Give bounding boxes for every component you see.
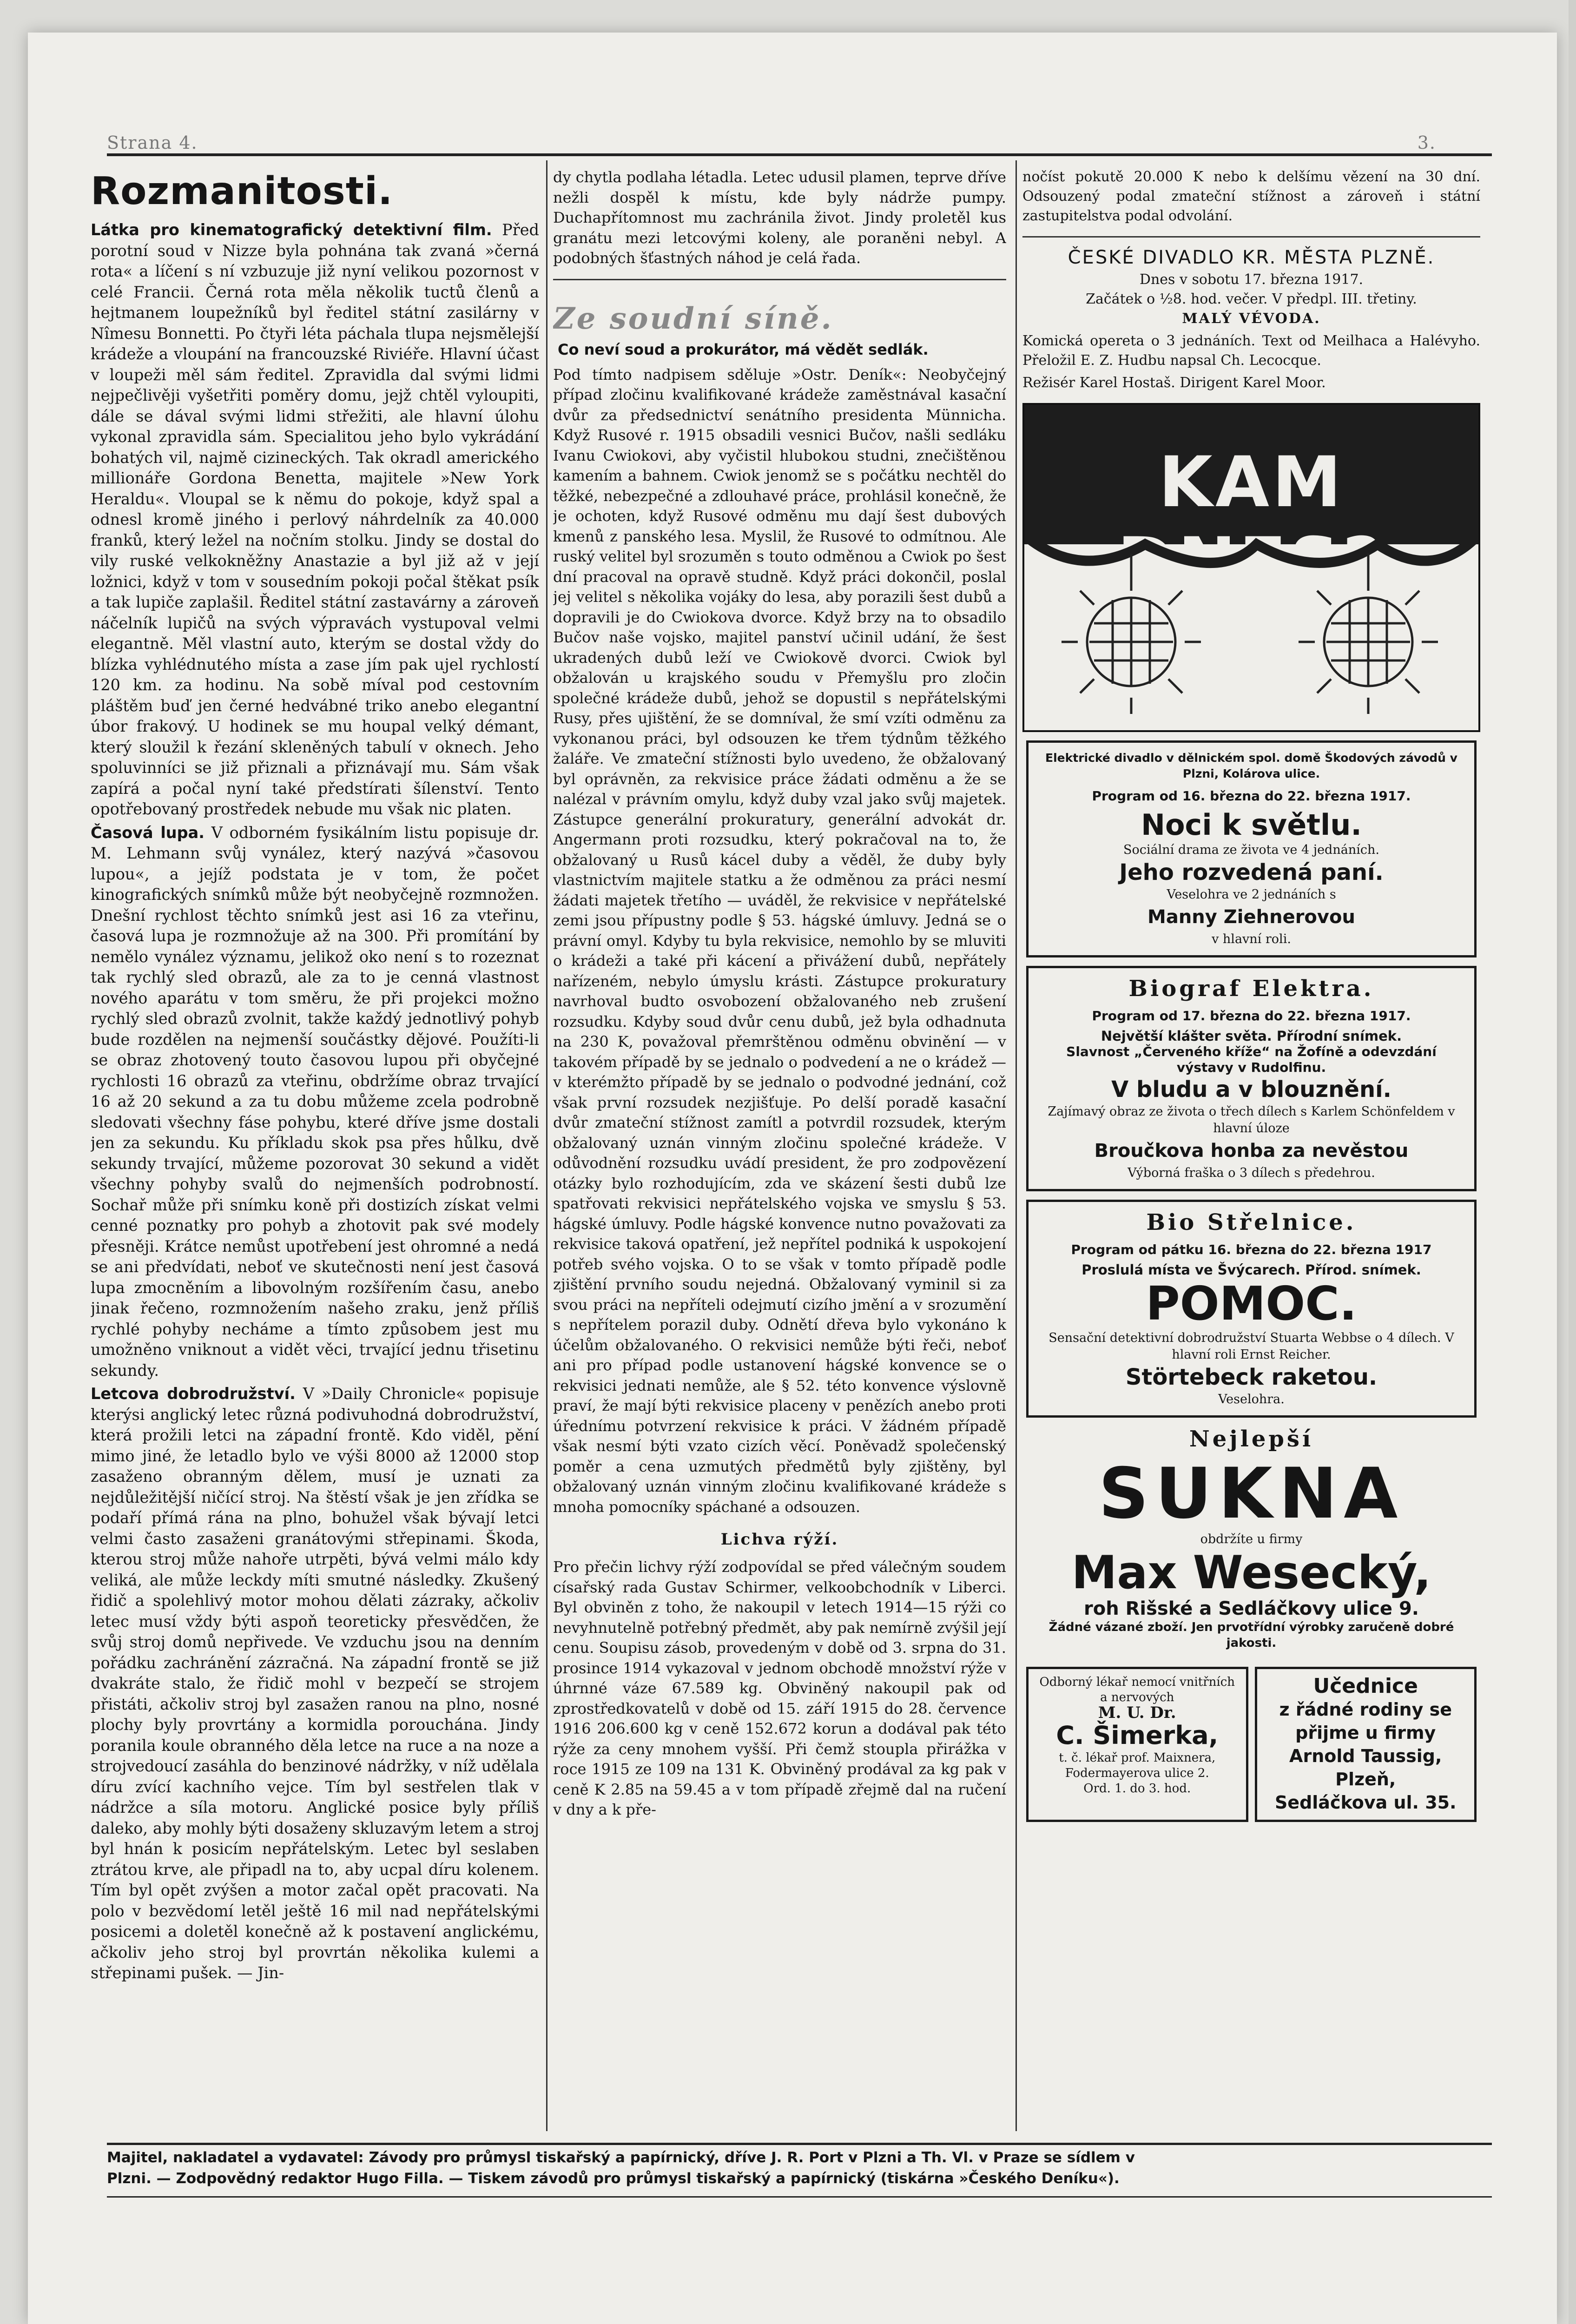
ad-firm-name: Max Wesecký, — [1071, 1546, 1431, 1599]
footer-rule — [107, 2196, 1492, 2198]
section-heading: Ze soudní síně. — [553, 301, 833, 336]
imprint-line: Plzni. — Zodpovědný redaktor Hugo Filla. — Tiskem závodů pro průmysl tiskařský a papírnický (tiskárna »Českého Deníku«). — [107, 2170, 1120, 2187]
theatre-notice — [1022, 248, 1480, 393]
small-ads-row — [1026, 1667, 1477, 1822]
banner-title: KAM DNES? — [1117, 442, 1386, 604]
ad-sukna — [1026, 1426, 1477, 1658]
ad-program: Program od pátku 16. března do 22. března 1917 — [1071, 1242, 1432, 1257]
article-continuation: nočíst pokutě 20.000 K nebo k delšímu vězení na 30 dní. Odsouzený podal zmateční stížnost a zároveň i státní zastupitelstva podal odvolání. — [1022, 169, 1480, 224]
column-divider — [546, 160, 547, 2131]
column-ads — [1022, 167, 1480, 2106]
article-lupa — [91, 823, 539, 1381]
ad-address: Sedláčkova ul. 35. — [1274, 1792, 1457, 1813]
ad-film-desc: Veselohra. — [1218, 1392, 1285, 1406]
ad-film-desc: Sociální drama ze života ve 4 jednáních. — [1123, 843, 1379, 857]
ad-bio-strelnice — [1026, 1200, 1477, 1418]
ad-doctor-name: C. Šimerka, — [1056, 1721, 1219, 1750]
ad-program: Program od 17. března do 22. března 1917. — [1092, 1008, 1411, 1023]
ad-note: Žádné vázané zboží. Jen prvotřídní výrobky zaručeně dobré jakosti. — [1048, 1620, 1454, 1650]
article-body: Před porotní soud v Nizze byla pohnána tak zvaná »černá rota« a líčení s ní vzbuzuje již nyní velikou pozornost v celé Francii. Černá rota měla několik tuctů členů a hejtmanem loupežníků byl ředitel státní zasilárny v Nîmesu Bonnetti. Po čtyři léta páchala tlupa nejsmělejší krádeže a vloupání na francouzské Riviéře. Hlavní účast v loupeži měl sám ředitel. Zpravidla dal svými lidmi nejpečlivěji vyšetřiti poměry domu, jejž chtěl vyloupiti, dále se dával svými lidmi střežiti, ale hlavní úlohu vykonal zpravidla sám. Specialitou jeho bylo vykrádání bohatých vil, najmě cizineckých. Tak okradl amerického millionáře Gordona Benetta, majitele »New York Heraldu«. Vloupal se k němu do pokoje, když spal a odnesl kromě jiného i perlový náhrdelník za 40.000 franků, který ležel na nočním stolku. Jindy se dostal do vily ruské velkokněžny Anastazie a byl již až v její ložnici, když v tom v sousedním pokoji počal štěkat psík a tak lupiče zaplašil. Ředitel státní zastavárny a zároveň náčelník lupičů na svých výpravách vystupoval velmi elegantně. Měl vlastní auto, kterým se dostal vždy do blízka vyhlédnutého místa a zase jím pak ujel rychlostí 120 km. za hodinu. Na sobě míval pod cestovním pláštěm buď jen černé hedvábné triko anebo elegantní úbor frakový. U hodinek se mu houpal velký démant, který sloužil k řezání skleněných tabulí v oknech. Jeho spoluvinníci se již přiznali a přiznávají mu. Sám však zapírá a počal nyní také předstírati šílenství. Tento opotřebovaný prostředek nebude mu však nic platen. — [91, 221, 539, 818]
ad-apprentice — [1255, 1667, 1477, 1822]
column-divider — [1015, 160, 1017, 2131]
article-lead: Letcova dobrodružství. — [91, 1385, 296, 1403]
ad-cinema-name: Bio Střelnice. — [1146, 1209, 1357, 1235]
section-divider — [553, 279, 1006, 280]
article-lead: Látka pro kinematografický detektivní film. — [91, 221, 492, 239]
section-divider — [1022, 236, 1480, 238]
ad-line: t. č. lékař prof. Maixnera, Fodermayerova ulice 2. — [1059, 1751, 1216, 1780]
ad-line: obdržíte u firmy — [1200, 1532, 1303, 1546]
column-rozmanitosti — [91, 167, 539, 2101]
ad-film-desc: Veselohra ve 2 jednáních s — [1167, 887, 1336, 902]
page-marker: 3. — [1417, 132, 1436, 153]
ad-film-title: Störtebeck raketou. — [1125, 1364, 1378, 1390]
article-continuation: dy chytla podlaha létadla. Letec udusil plamen, teprve dříve nežli dospěl k místu, kde byly nádrže pumpy. Duchapřítomnost mu zachránila život. Jindy proletěl kus granátu mezi letcovými koleny, ale poraněni nebyl. A podobných šťastných náhod je celá řada. — [553, 168, 1006, 267]
ad-film-title: V bludu a v blouznění. — [1111, 1076, 1391, 1103]
imprint-line: Majitel, nakladatel a vydavatel: Závody pro průmysl tiskařský a papírnický, dříve J. R. Port v Plzni a Th. Vl. v Praze se sídlem v — [107, 2149, 1135, 2166]
ad-film-title: Noci k světlu. — [1141, 808, 1362, 842]
ad-cinema-name: Biograf Elektra. — [1128, 976, 1374, 1002]
article-letec — [91, 1384, 539, 1984]
ad-film-title: POMOC. — [1146, 1276, 1357, 1331]
ad-title: M. U. Dr. — [1098, 1703, 1176, 1722]
theatre-credits: Komická opereta o 3 jednáních. Text od Meilhaca a Halévyho. Přeložil E. Z. Hudbu napsal Ch. Lecocque. — [1022, 333, 1480, 369]
ad-firm-name: Arnold Taussig, — [1289, 1746, 1442, 1766]
theatre-time: Začátek o ½8. hod. večer. V předpl. III. třetiny. — [1086, 291, 1417, 307]
page-number: Strana 4. — [107, 132, 198, 153]
ad-elektricke-divadlo — [1026, 740, 1477, 957]
article-headline: Co neví soud a prokurátor, má vědět sedlák. — [558, 340, 929, 358]
ad-film-title: Broučkova honba za nevěstou — [1094, 1140, 1409, 1162]
header-rule — [107, 153, 1492, 156]
ad-city: Plzeň, — [1335, 1769, 1396, 1789]
running-head — [107, 132, 1501, 156]
article-body: V odborném fysikálním listu popisuje dr. M. Lehmann svůj vynález, který nazývá »časovou lupou«, a jejíž podstata je v tom, že počet kinografických snímků může být neobyčejně rozmnožen. Dnešní rychlost těchto snímků jest asi 16 za vteřinu, časová lupa je rozmnožuje až na 300. Při promítání by nemělo vynález významu, jelikož oko není s to rozeznat tak rychlý sled obrazů, ale za to je cenná vlastnost nového aparátu v tom směru, že při projekci možno rychlý sled obrazů zvolnit, takže každý jednotlivý pohyb bude rozdělen na nejmenší součástky dějové. Použíti-li se obraz zhotovený touto časovou lupou při obyčejné rychlosti 16 obrazů za vteřinu, obdržíme obraz trvající 16 až 20 sekund a za tu dobu můžeme zcela podrobně sledovati všechny fáse pohybu, které dříve jsme dostali jen za sekundu. Ku příkladu skok psa přes hůlku, dvě sekundy trvající, můžeme pozorovat 30 sekund a vidět všechny pohyby svalů do nejmenších podrobností. Sochař může při snímku koně při dostizích získat velmi cenné poznatky pro pohyb a zhotovit pak své modely přesněji. Krátce nemůst upotřebení jest ohromné a nedá se ani předvídati, neboť ve skutečnosti není jest časová lupa zmocněním a libovolným rozšířením času, anebo jinak řečeno, rozmnožením našeho zraku, jenž příliš rychlé pohyby necháme a tímto způsobem jest mu umožněno vniknout a vidět věci, trvající jednu třisetinu sekundy. — [91, 823, 539, 1380]
theatre-director: Režisér Karel Hostaš. Dirigent Karel Moor. — [1022, 375, 1326, 391]
footer-rule — [107, 2143, 1492, 2145]
article-film — [91, 220, 539, 820]
article-body: V »Daily Chronicle« popisuje kterýsi anglický letec různá podivuhodná dobrodružství, která prožili letci na západní frontě. Kdo viděl, pění mimo jiné, že letadlo bylo ve výši 8000 až 12000 stop zasaženo obranným dělem, musí je uznati za nejdůležitější ničící stroj. Na štěstí však je jen zřídka se podaří přímá rána na plno, bohužel však bývají letci velmi často zasaženi granátovými střepinami. Škoda, kterou stroj může nahoře utrpěti, bývá velmi málo kdy veliká, ale může leckdy míti smutné následky. Zkušený řidič a spolehlivý motor mohou dělati zázraky, ačkoliv letec musí vždy býti aspoň teoreticky přesvědčen, že svůj stroj domů nepřivede. Ve vzduchu jsou na denním pořádku zachránění zázračná. Na západní frontě se již dvakráte stalo, že řidič mohl v bezpečí se strojem přistáti, ačkoliv stroj byl zasažen ranou na plno, nosné plochy byly provrtány a kormidla porouchána. Jindy poranila koule obranného děla letce na ruce a na noze a strojvedoucí zasáhla do benzinové nádržky, v níž udělala díru zvící kachního vejce. Tím byl sestřelen tlak v nádržce a síla motoru. Anglické posice byly příliš daleko, aby mohly býti dosaženy skluzavým letem a stroj byl hnán k posicím nepřátelským. Letec byl seslaben ztrátou krve, ale připadl na to, aby ucpal díru kolenem. Tím byl opět zvýšen a motor začal opět pracovati. Na polo v bezvědomí letěl ještě 16 mil nad nepřátelskými posicemi a doletěl konečně až k postavení anglickému, ačkoliv jeho stroj byl provrtán několika kulemi a střepinami pušek. — Jin- — [91, 1385, 539, 1982]
ad-line: Proslulá místa ve Švýcarech. Přírod. snímek. — [1081, 1262, 1421, 1278]
ad-program: Program od 16. března do 22. března 1917. — [1092, 788, 1411, 804]
ad-line: Největší klášter světa. Přírodní snímek. — [1101, 1028, 1402, 1044]
ad-biograf-elektra — [1026, 966, 1477, 1191]
ad-line: Slavnost „Červeného kříže“ na Žofíně a odevzdání výstavy v Rudolfinu. — [1066, 1044, 1437, 1075]
section-title: Rozmanitosti. — [91, 169, 393, 213]
article-lichva: Pro přečin lichvy rýží zodpovídal se před válečným soudem císařský rada Gustav Schirmer, velkoobchodník v Liberci. Byl obviněn z toho, že nakoupil v letech 1914—15 rýži co nevyhnutelně potřebný předmět, aby pak nemírně zvýšil její cenu. Soupisu zásob, provedeným v době od 3. srpna do 31. prosince 1914 vykazoval v jednom obchodě množství rýže v úhrnné váze 67.589 kg. Obviněný nakoupil pak od zprostředkovatelů v době od 15. září 1915 do 28. července 1916 206.600 kg v ceně 152.672 korun a dodával pak této rýže za ceny mnohem vyšší. Při čemž stoupla přirážka v roce 1915 ze 109 na 131 K. Obviněný prodával za kg pak v ceně K 2.85 na 59.45 a v tom případě zřejmě dal na ručení v dny a k pře- — [553, 1558, 1006, 1818]
ad-film-desc: Zajímavý obraz ze života o třech dílech s Karlem Schönfeldem v hlavní úloze — [1048, 1104, 1455, 1136]
ad-line: Odborný lékař nemocí vnitřních a nervových — [1039, 1675, 1235, 1704]
adjacent-page-edge — [1569, 0, 1576, 2324]
theatre-date: Dnes v sobotu 17. března 1917. — [1139, 271, 1364, 288]
ad-top-word: Nejlepší — [1189, 1426, 1314, 1452]
ad-address: roh Rišské a Sedláčkovy ulice 9. — [1084, 1598, 1419, 1619]
kam-dnes-banner — [1022, 403, 1480, 732]
lamps-illustration — [1024, 526, 1478, 726]
imprint-footer — [107, 2147, 1492, 2189]
lamp-icon — [1299, 554, 1438, 714]
ad-film-desc: Výborná fraška o 3 dílech s předehrou. — [1128, 1166, 1375, 1180]
lamp-icon — [1062, 554, 1201, 714]
ad-film-title: Jeho rozvedená paní. — [1119, 859, 1384, 885]
article-lead: Časová lupa. — [91, 823, 204, 842]
ad-star-name: Manny Ziehnerovou — [1147, 906, 1355, 928]
column-soudni-sin — [553, 167, 1006, 2101]
article-headline-lichva: Lichva rýží. — [720, 1530, 839, 1549]
ad-role: v hlavní roli. — [1212, 932, 1291, 946]
ad-big-word: SUKNA — [1098, 1453, 1405, 1534]
article-cwiok: Pod tímto nadpisem sděluje »Ostr. Deník«: Neobyčejný případ zločinu kvalifikované krádeže zaměstnával kasační dvůr za předsednictví senátního presidenta Münnicha. Když Rusové r. 1915 obsadili vesnici Bučov, našli sedláku Ivanu Cwiokovi, aby vyčistil hlubokou studni, znečištěnou kamením a bahnem. Cwiok jenomž se s počátku nechtěl do těžké, nebezpečné a zdlouhavé práce, prohlásil konečně, že je ochoten, když Rusové odměnu mu dají šest dubových kmenů z panského lesa. Myslil, že Rusové to odmítnou. Ale ruský velitel byl srozuměn s touto odměnou a Cwiok po šest dní pracoval na opravě studně. Když práci dokončil, poslal jej velitel s několika vojáky do lesa, aby porazili šest dubů a dopravili je do Cwiokova dvorce. Když brzy na to obsadilo Bučov naše vojsko, majitel panství učinil udání, že šest ukradených dubů leží ve Cwiokově dvorci. Cwiok byl obžalován u krajského soudu v Přemyšlu pro zločin společné krádeže dubů, jehož se dopustil s nepřátelskými Rusy, přes ujištění, že se domníval, že smí vzíti odměnu za vykonanou práci, byl odsouzen ke třem týdnům těžkého žaláře. Ve zmateční stížnosti bylo uvedeno, že obžalovaný byl oprávněn, za rekvisice práce žádati odměnu a že se nalézal v právním omylu, když duby vzal jako svůj majetek. Zástupce generální prokuratury, generální advokát dr. Angermann proti rozsudku, který pokračoval na to, že obžalovaný u Rusů kácel duby a věděl, že duby byly vlastnictvím majitele statku a že odměnou za práci nesmí žádati majetek třetího — uváděl, že rekvisice v nepřátelské zemi jsou přípustny podle § 53. hágské úmluvy. Jedná se o právní omyl. Kdyby tu byla rekvisice, nemohlo by se mluviti o krádeži a také při kácení a přivážení dubů, nepřátely nařízeném, nebylo úmyslu krásti. Zástupce prokuratury navrhoval budto osvobození obžalovaného neb zrušení rozsudku. Kdyby soud dvůr cenu dubů, jež byla odhadnuta na 230 K, považoval přemrštěnou odměnu obvinění — v takovém případě by se jednalo o podvedení a ne o krádež — v kterémžto případě by se jednalo o podvodné jednání, což však první rozsudek nezjišťuje. Po delší poradě kasační dvůr zmateční stížnost zamítl a potvrdil rozsudek, kterým obžalovaný uznán vinným zločinu společné krádeže. V odůvodnění rozsudku uvádí president, že pro zodpovězení otázky bylo rozhodujícím, zda ve skázení šesti dubů lze spatřovati rekvisici nepřátelského vojska ve smyslu § 53. hágské úmluvy. Podle hágské konvence nutno považovati za rekvisice taková opatření, jež nepřítel podniká k uspokojení potřeb svého vojska. O to se však v tomto případě podle zjištění prvního soudu nejedná. Obžalovaný vyminil si za svou práci na nepříteli odejmutí cizího jmění a v srozumění s nepřítelem porazil duby. Odnětí dřeva bylo vykonáno k účelům obžalovaného. O rekvisici nemůže býti řeči, neboť ani pro případ podle ustanovení hágské konvence se o rekvisici jednati nemůže, ale § 52. této konvence výslovně praví, že mají býti rekvisice placeny v penězích anebo proti úřednímu potvrzení rekvisice k práci. V žádném případě však nesmí býti vzato cizích věcí. Poněvadž společenský poměr a cena uzmutých předmětů byly zjištěny, byl obžalovaný uznán vinným zločinu kvalifikované krádeže s mnoha pomocníky spáchané a odsouzen. — [553, 365, 1006, 1516]
ad-doctor — [1026, 1667, 1248, 1822]
ad-film-desc: Sensační detektivní dobrodružství Stuarta Webbse o 4 dílech. V hlavní roli Ernst Reicher. — [1048, 1331, 1454, 1362]
ad-title: Učednice — [1313, 1674, 1418, 1698]
ad-line: z řádné rodiny se přijme u firmy — [1279, 1699, 1452, 1743]
ad-header: Elektrické divadlo v dělnickém spol. domě Škodových závodů v Plzni, Kolárova ulice. — [1045, 751, 1457, 780]
theatre-play: MALÝ VÉVODA. — [1182, 310, 1321, 327]
theatre-name: ČESKÉ DIVADLO KR. MĚSTA PLZNĚ. — [1068, 247, 1435, 268]
ad-hours: Ord. 1. do 3. hod. — [1083, 1782, 1191, 1796]
